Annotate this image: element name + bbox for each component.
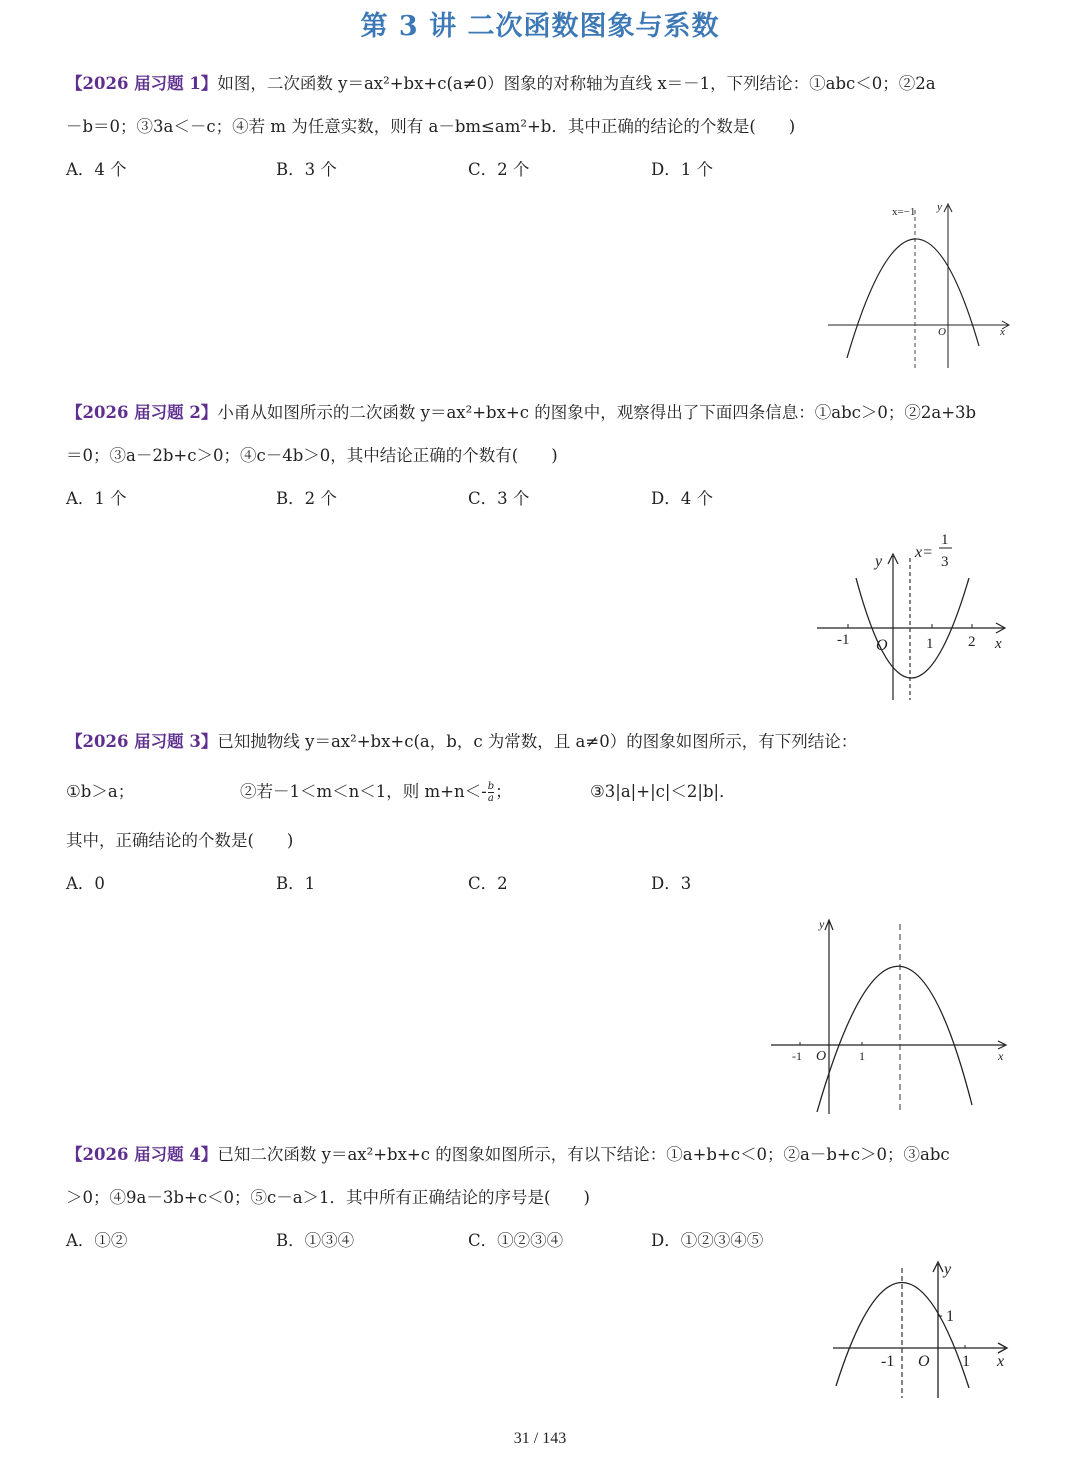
symmetry-axis-label: x=	[915, 544, 933, 561]
tick-label-neg1: -1	[792, 1049, 802, 1063]
problem-2-tag: 【2026 届习题 2】	[66, 403, 218, 422]
problem-4-option-b: B．①③④	[276, 1231, 355, 1250]
problem-4-option-a: A．①②	[66, 1231, 128, 1250]
problem-3-line-1	[66, 728, 1016, 752]
origin-label: O	[876, 637, 888, 654]
origin-label: O	[816, 1049, 827, 1064]
problem-2-line-2: ＝0；③a－2b+c＞0；④c－4b＞0，其中结论正确的个数有( )	[66, 446, 558, 465]
parabola	[817, 966, 972, 1112]
y-tick-label-1: 1	[946, 1308, 954, 1325]
problem-3-conclusion-2-text: ②若－1＜m＜n＜1，则 m+n＜-	[240, 782, 487, 801]
problem-3-conclusion-3: ③3|a|+|c|＜2|b|．	[590, 782, 736, 801]
problem-4-option-d: D．①②③④⑤	[651, 1231, 764, 1250]
tick-label-1: 1	[859, 1049, 865, 1063]
problem-4-figure	[828, 1258, 1013, 1400]
fraction-denominator: a	[487, 793, 494, 804]
problem-4-line-1	[66, 1141, 1016, 1165]
problem-3-figure	[765, 912, 1015, 1117]
problem-3-option-d: D．3	[651, 874, 692, 893]
problem-3-text-1: 已知抛物线 y＝ax²+bx+c(a，b，c 为常数，且 a≠0）的图象如图所示，有下列结论：	[217, 732, 858, 751]
origin-label: O	[918, 1353, 930, 1370]
problem-3-fraction	[488, 781, 494, 804]
y-axis-label: y	[944, 1261, 952, 1278]
tick-label-neg1: -1	[837, 632, 850, 648]
problem-3-tag: 【2026 届习题 3】	[66, 732, 218, 751]
problem-1-option-b: B．3 个	[276, 160, 337, 179]
frac-denominator: 3	[941, 554, 949, 570]
problem-2-line-1	[66, 399, 1016, 423]
problem-3-option-a: A．0	[66, 874, 105, 893]
problem-1-option-a: A．4 个	[66, 160, 127, 179]
problem-4-option-c: C．①②③④	[468, 1231, 564, 1250]
problem-1-text-1: 如图，二次函数 y＝ax²+bx+c(a≠0）图象的对称轴为直线 x＝－1，下列结论：①abc＜0；②2a	[217, 74, 936, 93]
y-axis-label: y	[875, 553, 883, 570]
page-number: 31 / 143	[513, 1430, 567, 1447]
problem-2-option-d: D．4 个	[651, 489, 713, 508]
problem-3-line-3: 其中，正确结论的个数是( )	[66, 831, 294, 850]
problem-2-option-b: B．2 个	[276, 489, 337, 508]
symmetry-axis-label: x=−1	[892, 206, 916, 218]
problem-2-figure	[812, 528, 1012, 703]
problem-1-option-c: C．2 个	[468, 160, 530, 179]
problem-1-line-1	[66, 70, 1016, 94]
page-title: 第 3 讲 二次函数图象与系数	[360, 11, 720, 42]
origin-label: O	[938, 326, 946, 338]
x-axis-label: x	[1000, 326, 1005, 338]
problem-4-tag: 【2026 届习题 4】	[66, 1145, 218, 1164]
problem-1-figure	[820, 196, 1020, 371]
y-axis-label: y	[937, 201, 942, 213]
x-axis-label: x	[995, 636, 1002, 652]
problem-3-conclusion-2	[240, 778, 512, 804]
x-axis-label: x	[998, 1049, 1004, 1063]
problem-4-text-1: 已知二次函数 y＝ax²+bx+c 的图象如图所示，有以下结论：①a+b+c＜0；②a－b+c＞0；③abc	[217, 1145, 950, 1164]
tick-label-1: 1	[926, 636, 934, 652]
problem-2-text-1: 小甬从如图所示的二次函数 y＝ax²+bx+c 的图象中，观察得出了下面四条信息：①abc＞0；②2a+3b	[217, 403, 977, 422]
problem-2-option-c: C．3 个	[468, 489, 530, 508]
fraction-numerator: b	[487, 781, 495, 792]
problem-1-option-d: D．1 个	[651, 160, 713, 179]
problem-4-line-2: ＞0；④9a－3b+c＜0；⑤c－a＞1．其中所有正确结论的序号是( )	[66, 1188, 590, 1207]
tick-label-neg1: -1	[881, 1353, 895, 1370]
tick-label-1: 1	[962, 1353, 970, 1370]
problem-3-option-b: B．1	[276, 874, 316, 893]
problem-3-option-c: C．2	[468, 874, 508, 893]
problem-3-conclusion-2-end: ；	[495, 782, 512, 801]
problem-1-line-2: －b＝0；③3a＜－c；④若 m 为任意实数，则有 a－bm≤am²+b．其中正确的结论的个数是( )	[66, 117, 796, 136]
x-axis-label: x	[997, 1353, 1005, 1370]
y-axis-label: y	[819, 917, 825, 931]
problem-2-option-a: A．1 个	[66, 489, 127, 508]
frac-numerator: 1	[941, 532, 949, 548]
problem-1-tag: 【2026 届习题 1】	[66, 74, 218, 93]
tick-label-2: 2	[968, 634, 976, 650]
parabola	[847, 239, 979, 358]
problem-3-conclusion-1: ①b＞a；	[66, 782, 135, 801]
